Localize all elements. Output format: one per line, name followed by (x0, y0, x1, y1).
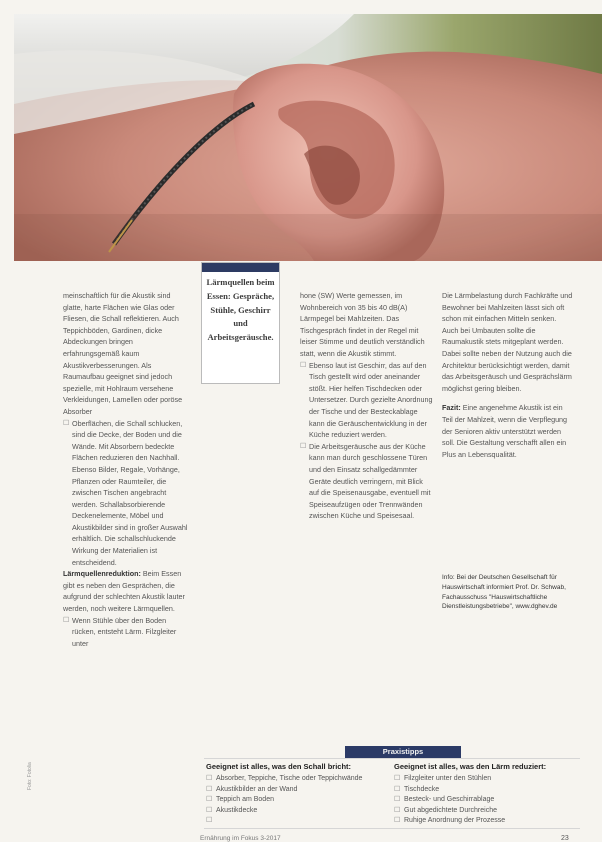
praxis-right-list (394, 762, 574, 827)
list-item: ☐ Akustikdecke (206, 806, 384, 817)
praxis-title: Praxistipps (345, 746, 461, 758)
praxis-right-heading: Geeignet ist alles, was den Lärm reduziert: (394, 762, 547, 771)
paragraph: meinschaftlich für die Akustik sind glatte, harte Flächen wie Glas oder Fliesen, die Schall reflektieren. Auch Teppichböden, Gardinen, dicke Abdeckungen bringen erfahrungsgemäß kaum Akustikverbesserungen. Als Raumaufbau geeignet sind jedoch spezielle, mit Hohlraum versehene Verkleidungen, Lamellen oder poröse Absorber (63, 291, 183, 416)
paragraph: hone (SW) Werte gemessen, im Wohnbereich von 35 bis 40 dB(A) Lärmpegel bei Mahlzeiten. Das Tischgespräch findet in der Regel mit leiser Stimme und deutlich verständlich statt, wenn die Akustik stimmt. (300, 291, 425, 358)
ear-photo (14, 14, 602, 261)
paragraph (442, 402, 574, 460)
list-item: ☐ Filzgleiter unter den Stühlen (394, 774, 574, 785)
list-item: ☐ Besteck- und Geschirrablage (394, 795, 574, 806)
page-number: 23 (561, 835, 569, 842)
caption-bar (202, 263, 279, 272)
photo-credit: Foto: Fotolia (27, 762, 33, 790)
divider (204, 828, 580, 829)
list-item: ☐ Wenn Stühle über den Boden rücken, entsteht Lärm. Filzgleiter unter (63, 615, 191, 650)
list-item: ☐ Oberflächen, die Schall schlucken, sind die Decke, der Boden und die Wände. Mit Absorbern bedeckte Flächen reduzieren den Nachhall. Ebenso Bilder, Regale, Vorhänge, Pflanzen oder Raumteiler, die zwischen Tischen angebracht werden. Schallabsorbierende Deckenelemente, Möbel und Akustikbilder sind in großer Auswahl erhältlich. Die schallschluckende Wirkung der Materialien ist entscheidend. (63, 418, 191, 569)
caption-text: Lärmquellen beim Essen: Gespräche, Stühle, Geschirr und Arbeitsgeräusche. (206, 277, 275, 343)
article-column-3 (300, 290, 434, 522)
list-item: ☐ Absorber, Teppiche, Tische oder Teppichwände (206, 774, 384, 785)
list-item: ☐ Gut abgedichtete Durchreiche (394, 806, 574, 817)
divider (204, 758, 580, 759)
list-item: ☐ Akustikbilder an der Wand (206, 785, 384, 796)
paragraph: Die Lärmbelastung durch Fachkräfte und Bewohner bei Mahlzeiten lässt sich oft schon mit einfachen Mitteln senken. Auch bei Umbauten sollte die Raumakustik stets mitgeplant werden. Dabei sollte neben der Nutzung auch die Architektur berücksichtigt werden, damit das Arbeitsgeräusch und Gesprächslärm möglichst gering bleiben. (442, 291, 573, 393)
fazit-label: Fazit: (442, 403, 461, 413)
footer-magazine: Ernährung im Fokus 3-2017 (200, 835, 281, 842)
article-column-4 (442, 290, 574, 460)
fazit-text: Eine angenehme Akustik ist ein Teil der Mahlzeit, wenn die Verpflegung der Senioren aktiv unterstützt werden soll. Die Gestaltung verschafft allen ein Plus an Lebensqualität. (442, 403, 568, 459)
praxis-left-list (206, 762, 384, 816)
praxis-left-heading: Geeignet ist alles, was den Schall bricht: (206, 762, 352, 771)
list-item: ☐ Ruhige Anordnung der Prozesse (394, 816, 574, 827)
paragraph (63, 568, 191, 614)
list-item: ☐ Die Arbeitsgeräusche aus der Küche kann man durch geschlossene Türen und den Einsatz schallgedämmter Geräte deutlich verringern, mit Blick auf die Speisenausgabe, eventuell mit Speiseaufzügen oder Trennwänden zwischen Küche und Speisesaal. (300, 441, 434, 522)
list-item: ☐ Teppich am Boden (206, 795, 384, 806)
list-item: ☐ Tischdecke (394, 785, 574, 796)
article-column-1 (63, 290, 191, 649)
info-note: Info: Bei der Deutschen Gesellschaft für Hauswirtschaft informiert Prof. Dr. Schwab, Fachausschuss "Hauswirtschaftliche Dienstleistungsbetriebe", www.dghev.de (442, 574, 566, 611)
paragraph-text: Beim Essen gibt es neben den Gesprächen, die aufgrund der schlechten Akustik lauter werden, noch weitere Lärmquellen. (63, 569, 185, 614)
subheading: Lärmquellenreduktion: (63, 569, 141, 579)
list-item: ☐ Ebenso laut ist Geschirr, das auf den Tisch gestellt wird oder aneinander stößt. Hier helfen Tischdecken oder Untersetzer. Durch gezielte Anordnung der Tische und der Besteckablage kann die Geräuschentwicklung in der Küche reduziert werden. (300, 360, 434, 441)
caption-box (201, 262, 280, 384)
